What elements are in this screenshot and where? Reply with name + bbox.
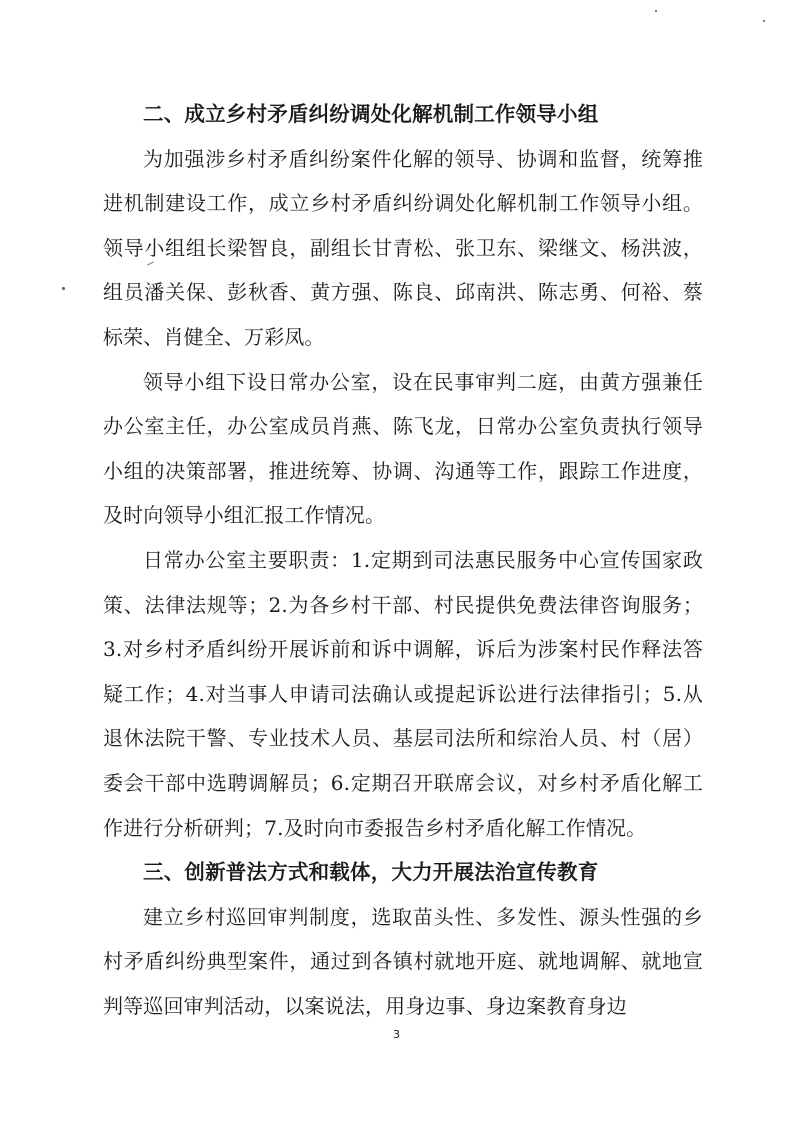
scan-speck [62, 287, 65, 290]
paragraph-daily-office: 领导小组下设日常办公室，设在民事审判二庭，由黄方强兼任办公室主任，办公室成员肖燕、陈飞龙，日常办公室负责执行领导小组的决策部署，推进统筹、协调、沟通等工作，跟踪工作进度，及时向领导小组汇报工作情况。 [103, 369, 703, 528]
scan-speck [763, 20, 765, 22]
page-number: 3 [393, 1028, 400, 1041]
section-heading: 二、成立乡村矛盾纠纷调处化解机制工作领导小组 [143, 102, 599, 126]
scan-speck [655, 10, 657, 12]
section-leadership-group [103, 92, 703, 850]
paragraph-group-formation: 为加强涉乡村矛盾纠纷案件化解的领导、协调和监督，统筹推进机制建设工作，成立乡村矛盾纠纷调处化解机制工作领导小组。领导小组组长梁智良，副组长甘青松、张卫东、梁继文、杨洪波，组员潘关保、彭秋香、黄方强、陈良、邱南洪、陈志勇、何裕、蔡标荣、肖健全、万彩凤。 [103, 146, 703, 349]
paragraph-office-duties: 日常办公室主要职责：1.定期到司法惠民服务中心宣传国家政策、法律法规等；2.为各乡村干部、村民提供免费法律咨询服务；3.对乡村矛盾纠纷开展诉前和诉中调解，诉后为涉案村民作释法答疑工作；4.对当事人申请司法确认或提起诉讼进行法律指引；5.从退休法院干警、专业技术人员、基层司法所和综治人员、村（居）委会干部中选聘调解员；6.定期召开联席会议，对乡村矛盾化解工作进行分析研判；7.及时向市委报告乡村矛盾化解工作情况。 [103, 547, 703, 840]
paragraph-circuit-trial: 建立乡村巡回审判制度，选取苗头性、多发性、源头性强的乡村矛盾纠纷典型案件，通过到各镇村就地开庭、就地调解、就地宣判等巡回审判活动，以案说法，用身边事、身边案教育身边 [103, 904, 703, 1018]
document-body [103, 92, 703, 1028]
section-heading: 三、创新普法方式和载体，大力开展法治宣传教育 [143, 860, 599, 885]
section-legal-education [103, 850, 703, 1028]
